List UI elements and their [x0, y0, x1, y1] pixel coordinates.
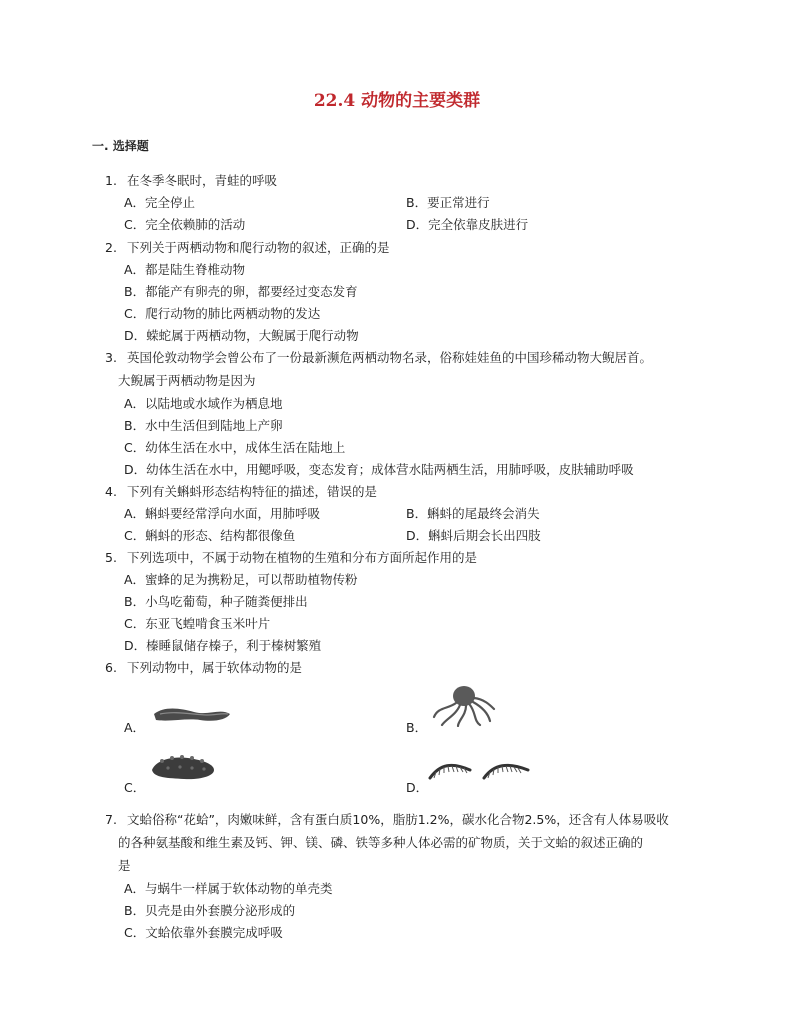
option-d[interactable]: D．幼体生活在水中，用鳃呼吸，变态发育；成体营水陆两栖生活，用肺呼吸，皮肤辅助呼吸: [124, 462, 634, 477]
question-1-stem: [105, 173, 277, 189]
question-text: 英国伦敦动物学会曾公布了一份最新濒危两栖动物名录，俗称娃娃鱼的中国珍稀动物大鲵居首。: [126, 350, 652, 365]
option-c[interactable]: C．东亚飞蝗啃食玉米叶片: [124, 616, 271, 631]
question-number: 2.: [105, 240, 117, 255]
question-number: 4.: [105, 484, 117, 499]
option-a[interactable]: A．以陆地或水域作为栖息地: [124, 396, 283, 411]
option-c[interactable]: C．完全依赖肺的活动: [124, 217, 246, 232]
option-a[interactable]: A．蜜蜂的足为携粉足，可以帮助植物传粉: [124, 572, 358, 587]
option-b[interactable]: B．要正常进行: [406, 195, 490, 210]
question-number: 1.: [105, 173, 117, 188]
option-c[interactable]: C．文蛤依靠外套膜完成呼吸: [124, 925, 283, 940]
question-number: 3.: [105, 350, 117, 365]
page-title: 22.4 动物的主要类群: [313, 91, 481, 111]
question-text: 在冬季冬眠时，青蛙的呼吸: [126, 173, 277, 188]
option-a[interactable]: A．: [124, 720, 146, 735]
option-b[interactable]: B．水中生活但到陆地上产卵: [124, 418, 283, 433]
sea-cucumber-image: [148, 752, 218, 782]
option-b[interactable]: B．蝌蚪的尾最终会消失: [406, 506, 540, 521]
question-2-stem: [105, 240, 390, 256]
option-a[interactable]: A．都是陆生脊椎动物: [124, 262, 246, 277]
option-d[interactable]: D．完全依靠皮肤进行: [406, 217, 529, 232]
question-7-stem: [105, 812, 669, 828]
option-b[interactable]: B．都能产有卵壳的卵，都要经过变态发育: [124, 284, 358, 299]
option-d[interactable]: D．榛睡鼠储存榛子，利于榛树繁殖: [124, 638, 322, 653]
question-6-stem: [105, 660, 302, 676]
option-d[interactable]: D．: [406, 780, 429, 795]
question-3-stem: [105, 350, 652, 366]
question-4-stem: [105, 484, 377, 500]
option-b[interactable]: B．: [406, 720, 428, 735]
option-c[interactable]: C．蝌蚪的形态、结构都很像鱼: [124, 528, 296, 543]
option-c[interactable]: C．爬行动物的肺比两栖动物的发达: [124, 306, 321, 321]
option-d[interactable]: D．蝾蛇属于两栖动物，大鲵属于爬行动物: [124, 328, 359, 343]
question-text: 下列有关蝌蚪形态结构特征的描述，错误的是: [126, 484, 377, 499]
question-text: 文蛤俗称“花蛤”，肉嫩味鲜，含有蛋白质10%，脂肪1.2%，碳水化合物2.5%，还含有人体易吸收: [126, 812, 669, 827]
option-b[interactable]: B．小鸟吃葡萄，种子随粪便排出: [124, 594, 308, 609]
question-3-stem-cont: 大鲵属于两栖动物是因为: [118, 373, 256, 388]
option-c[interactable]: C．: [124, 780, 146, 795]
question-7-stem-cont: 的各种氨基酸和维生素及钙、钾、镁、磷、铁等多种人体必需的矿物质，关于文蛤的叙述正确的: [118, 835, 644, 850]
option-a[interactable]: A．与蜗牛一样属于软体动物的单壳类: [124, 881, 333, 896]
option-c[interactable]: C．幼体生活在水中，成体生活在陆地上: [124, 440, 346, 455]
option-a[interactable]: A．完全停止: [124, 195, 196, 210]
question-text: 下列关于两栖动物和爬行动物的叙述，正确的是: [126, 240, 390, 255]
question-5-stem: [105, 550, 477, 566]
earthworm-image: [150, 702, 234, 726]
question-7-stem-cont2: 是: [118, 858, 131, 873]
question-number: 5.: [105, 550, 117, 565]
question-text: 下列选项中，不属于动物在植物的生殖和分布方面所起作用的是: [126, 550, 477, 565]
question-number: 7.: [105, 812, 117, 827]
centipede-image: [426, 758, 532, 782]
option-b[interactable]: B．贝壳是由外套膜分泌形成的: [124, 903, 296, 918]
question-number: 6.: [105, 660, 117, 675]
option-a[interactable]: A．蝌蚪要经常浮向水面，用肺呼吸: [124, 506, 321, 521]
option-d[interactable]: D．蝌蚪后期会长出四肢: [406, 528, 541, 543]
question-text: 下列动物中，属于软体动物的是: [126, 660, 302, 675]
octopus-image: [428, 683, 496, 727]
section-heading: 一. 选择题: [92, 139, 149, 153]
